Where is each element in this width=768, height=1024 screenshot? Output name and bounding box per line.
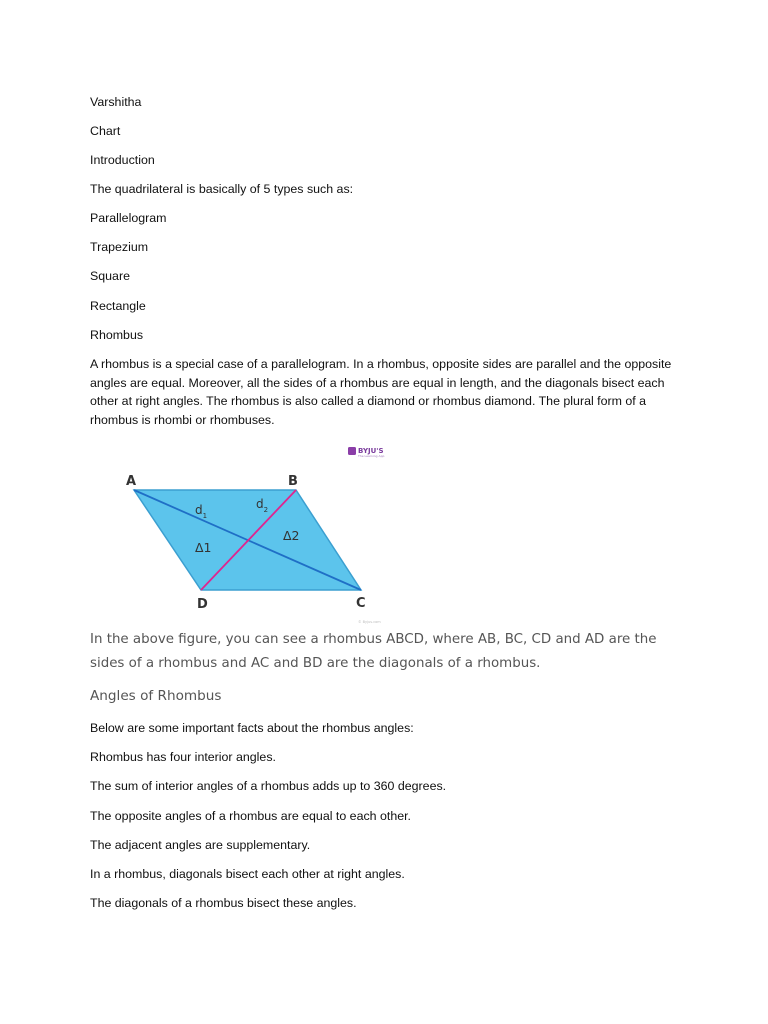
fact-item: In a rhombus, diagonals bisect each other at right angles. (90, 867, 405, 881)
diagonal-d1-label: $d_1$ (195, 503, 208, 520)
author-name: Varshitha (90, 95, 142, 109)
watermark-text: © Byjus.com (358, 620, 381, 624)
vertex-a-label: A (126, 474, 137, 489)
rhombus-diagram (96, 440, 396, 626)
angles-heading: Angles of Rhombus (90, 688, 222, 704)
type-item: Rhombus (90, 328, 144, 342)
vertex-d-label: D (197, 597, 208, 612)
figure-caption: In the above figure, you can see a rhombus ABCD, where AB, BC, CD and AD are the sides of a rhombus and AC and BD are the diagonals of a rhombus. (90, 632, 657, 671)
type-item: Rectangle (90, 299, 146, 313)
type-item: Square (90, 269, 130, 283)
intro-sentence: The quadrilateral is basically of 5 types such as: (90, 182, 354, 196)
vertex-c-label: C (356, 596, 366, 611)
triangle-1-label: Δ1 (195, 540, 212, 555)
fact-item: The opposite angles of a rhombus are equal to each other. (90, 809, 411, 823)
fact-item: The diagonals of a rhombus bisect these angles. (90, 896, 357, 910)
rhombus-figure (96, 440, 396, 626)
type-item: Trapezium (90, 240, 149, 254)
rhombus-paragraph: A rhombus is a special case of a parallelogram. In a rhombus, opposite sides are parallel and the opposite angles are equal. Moreover, all the sides of a rhombus are equal in length, and the diagonals bisect each other at right angles. The rhombus is also called a diamond or rhombus diamond. The plural form of a rhombus is rhombi or rhombuses. (90, 357, 672, 428)
type-item: Parallelogram (90, 211, 167, 225)
triangle-2-label: Δ2 (283, 528, 300, 543)
fact-item: Rhombus has four interior angles. (90, 750, 276, 764)
brand-tagline: The Learning App (358, 454, 385, 458)
brand-name: BYJU'S (358, 447, 384, 455)
doc-label: Chart (90, 124, 121, 138)
section-title: Introduction (90, 153, 155, 167)
facts-intro: Below are some important facts about the rhombus angles: (90, 721, 414, 735)
fact-item: The sum of interior angles of a rhombus adds up to 360 degrees. (90, 779, 447, 793)
diagonal-d2-label: $d_2$ (256, 497, 269, 514)
byjus-logo (348, 447, 384, 458)
fact-item: The adjacent angles are supplementary. (90, 838, 311, 852)
vertex-b-label: B (288, 474, 298, 489)
